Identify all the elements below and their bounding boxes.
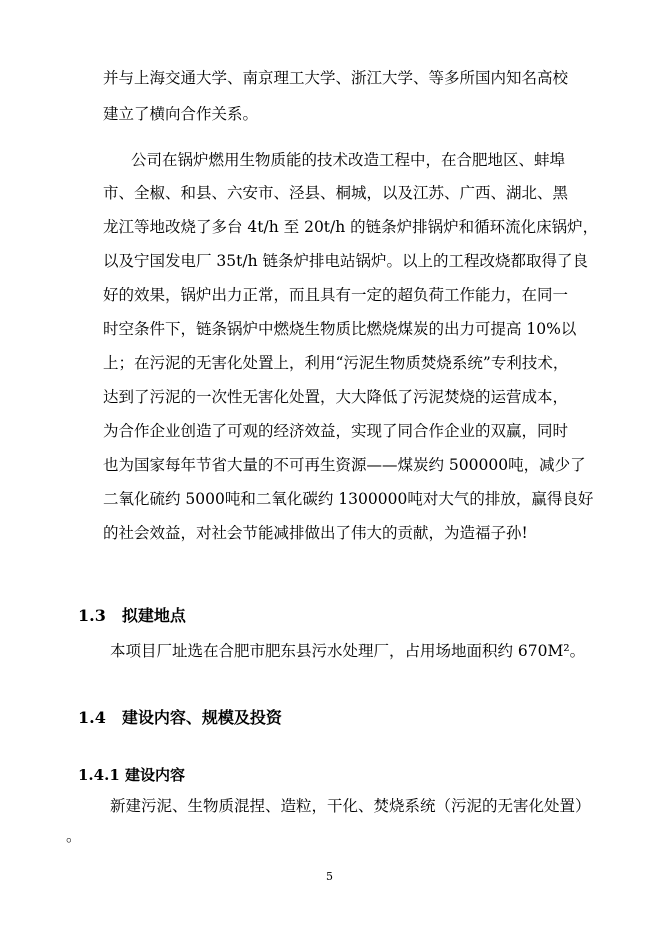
paragraph-line: 以及宁国发电厂 35t/h 链条炉排电站锅炉。以上的工程改烧都取得了良 — [103, 252, 589, 270]
paragraph-line: 公司在锅炉燃用生物质能的技术改造工程中，在合肥地区、蚌埠 — [131, 151, 566, 169]
paragraph-line: 本项目厂址选在合肥市肥东县污水处理厂，占用场地面积约 670M²。 — [110, 642, 586, 660]
paragraph-line: 上；在污泥的无害化处置上，利用“污泥生物质焚烧系统”专利技术， — [103, 354, 569, 372]
paragraph-line: 好的效果，锅炉出力正常，而且具有一定的超负荷工作能力，在同一 — [103, 286, 569, 304]
paragraph-line: 为合作企业创造了可观的经济效益，实现了同合作企业的双赢，同时 — [103, 422, 569, 440]
paragraph-line: 时空条件下，链条锅炉中燃烧生物质比燃烧煤炭的出力可提高 10%以 — [103, 320, 577, 338]
page-number: 5 — [326, 870, 333, 883]
paragraph-line: 并与上海交通大学、南京理工大学、浙江大学、等多所国内知名高校 — [103, 69, 569, 87]
paragraph-line: 建立了横向合作关系。 — [103, 105, 259, 123]
paragraph-line: 龙江等地改烧了多台 4t/h 至 20t/h 的链条炉排锅炉和循环流化床锅炉， — [103, 218, 599, 236]
paragraph-line: 的社会效益，对社会节能减排做出了伟大的贡献，为造福子孙! — [103, 524, 528, 542]
paragraph-line: 也为国家每年节省大量的不可再生资源——煤炭约 500000吨，减少了 — [103, 456, 586, 474]
paragraph-line: 市、全椒、和县、六安市、泾县、桐城，以及江苏、广西、湖北、黑 — [103, 184, 569, 202]
paragraph-line: 达到了污泥的一次性无害化处置，大大降低了污泥焚烧的运营成本， — [103, 388, 569, 406]
paragraph-line: 。 — [66, 827, 82, 845]
paragraph-line: 新建污泥、生物质混捏、造粒，干化、焚烧系统（污泥的无害化处置） — [110, 797, 591, 815]
paragraph-line: 二氧化硫约 5000吨和二氧化碳约 1300000吨对大气的排放，赢得良好 — [103, 490, 594, 508]
section-heading-1-4: 1.4 建设内容、规模及投资 — [78, 708, 282, 727]
subsection-heading-1-4-1: 1.4.1 建设内容 — [78, 766, 185, 784]
section-heading-1-3: 1.3 拟建地点 — [78, 606, 186, 625]
